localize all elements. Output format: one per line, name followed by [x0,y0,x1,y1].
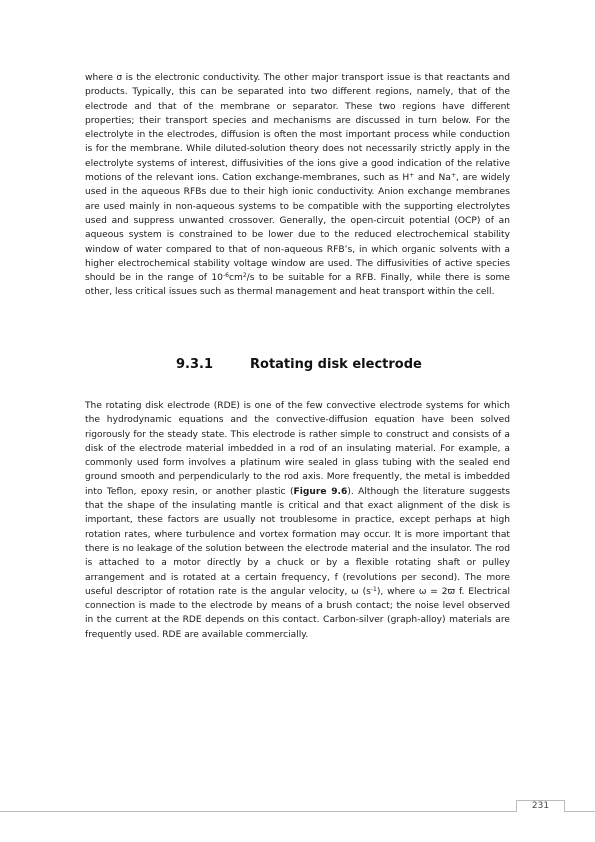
section-number: 9.3.1 [176,357,214,372]
superscript: -6 [222,272,229,280]
figure-reference: Figure 9.6 [293,486,348,497]
footer-divider [0,811,595,812]
text-run: and Na [414,173,451,184]
text-run: where σ is the electronic conductivity. The other major transport issue is that reactants and products. Typically, this can be separated into two different regions, namely, that of the electrode and that of the membrane or separator. These two regions have different properties; their transport species and mechanisms are discussed in turn below. For the electrolyte in the electrodes, diffusion is often the most important process while conduction is for the membrane. While diluted-solution theory does not necessarily strictly apply in the electrolyte systems of interest, diffusivities of the ions give a good indication of the relative motions of the relevant ions. Cation exchange-membranes, such as H [85,73,510,184]
body-paragraph-rde [85,399,510,642]
section-heading [176,357,422,372]
superscript: 2 [242,272,247,280]
superscript: -1 [370,585,377,593]
text-run: /s to be suitable for a RFB. Finally, while there is some other, less critical issues such as thermal management and heat transport within the cell. [85,273,511,298]
text-run: ), where ω = 2ϖ f. Electrical connection is made to the electrode by means of a brush contact; the noise level observed in the current at the RDE depends on this contact. Carbon-silver (graph-alloy) materials are frequently used. RDE are available commercially. [85,586,510,640]
text-run: The rotating disk electrode (RDE) is one of the few convective electrode systems for which the hydrodynamic equations and the convective-diffusion equation have been solved rigorously for the steady state. This electrode is rather simple to construct and consists of a disk of the electrode material imbedded in a rod of an insulating material. For example, a commonly used form involves a platinum wire sealed in glass tubing with the sealed end ground smooth and perpendicularly to the rod axis. More frequently, the metal is imbedded into Teflon, epoxy resin, or another plastic ( [85,401,510,497]
text-run: cm [228,273,243,284]
text-run: ). Although the literature suggests that the shape of the insulating mantle is critical and that exact alignment of the disk is important, these factors are usually not troublesome in practice, except perhaps at high rotation rates, where turbulence and vortex formation may occur. It is more important that there is no leakage of the solution between the electrode material and the insulator. The rod is attached to a motor directly by a chuck or by a flexible rotating shaft or pulley arrangement and is rotated at a certain frequency, f (revolutions per second). The more useful descriptor of rotation rate is the angular velocity, ω (s [85,486,510,597]
superscript: + [450,172,456,180]
page-number: 231 [531,801,550,811]
superscript: + [409,172,415,180]
text-run: , are widely used in the aqueous RFBs due to their high ionic conductivity. Anion exchange membranes are used mainly in non-aqueous systems to be compatible with the supporting electrolytes used and suppress unwanted crossover. Generally, the open-circuit potential (OCP) of an aqueous system is constrained to be lower due to the reduced electrochemical stability window of water compared to that of non-aqueous RFB’s, in which organic solvents with a higher electrochemical stability voltage window are used. The diffusivities of active species should be in the range of 10 [85,173,510,284]
body-paragraph-transport [85,71,510,300]
section-title: Rotating disk electrode [250,357,422,372]
